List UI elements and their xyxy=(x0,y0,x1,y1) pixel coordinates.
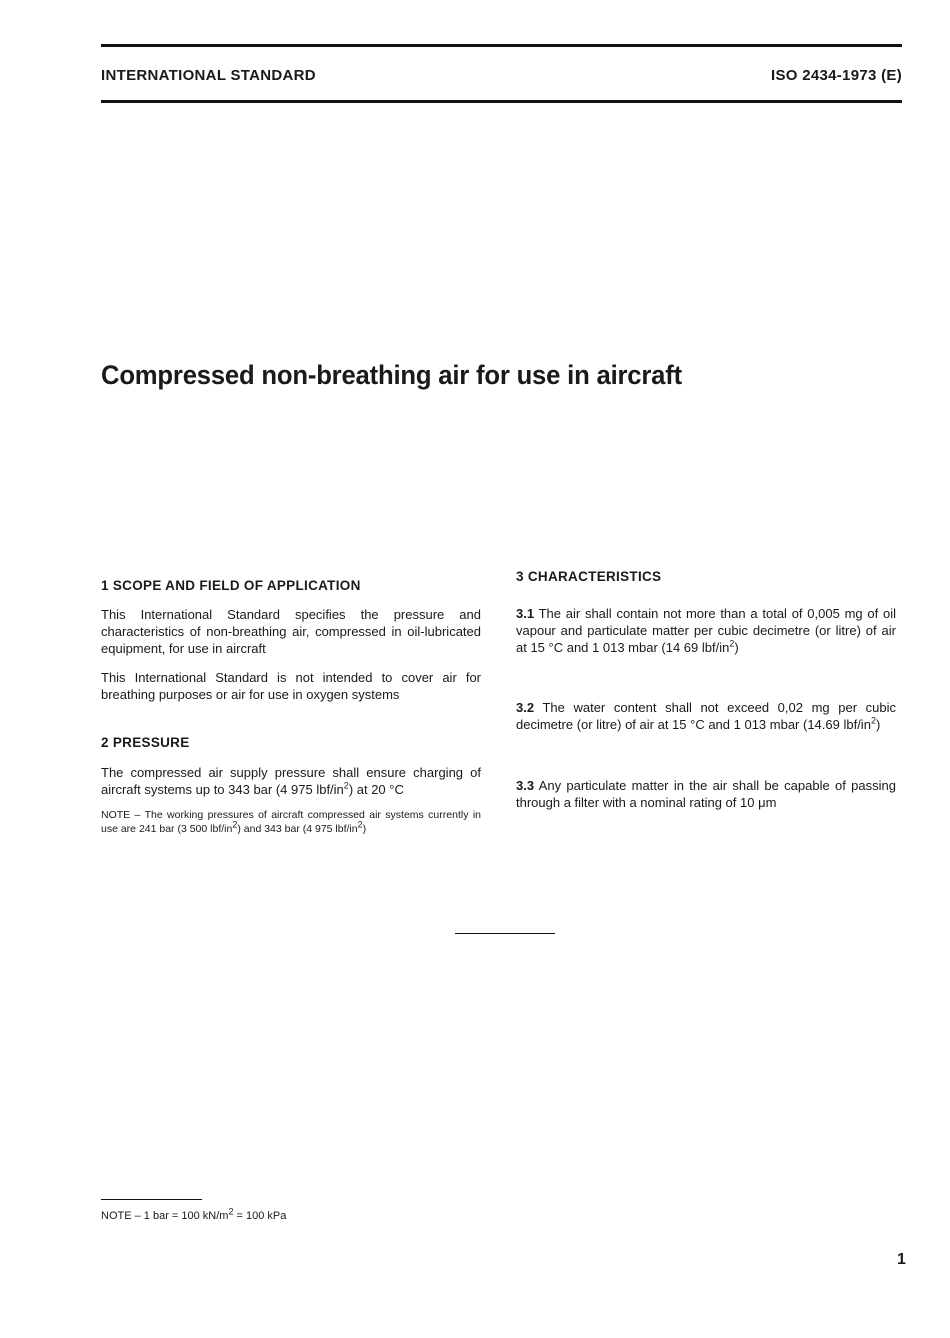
note-text-a: NOTE – The working pressures of aircraft compressed air systems currently in use are 241 bar (3 500 lbf/in xyxy=(101,809,481,835)
superscript-2: 2 xyxy=(232,819,238,830)
superscript-2: 2 xyxy=(343,780,349,791)
document-title: Compressed non-breathing air for use in aircraft xyxy=(101,360,682,390)
clause-3-3 xyxy=(516,777,896,811)
right-column xyxy=(516,568,896,811)
left-column xyxy=(101,577,481,836)
clause-3-1 xyxy=(516,605,896,656)
clause-3-2-close: ) xyxy=(875,717,881,732)
section-2-note xyxy=(101,808,481,836)
section-1-paragraph-1: This International Standard specifies the pressure and characteristics of non-breathing air, compressed in oil-lubricated equipment, for use in aircraft xyxy=(101,607,481,656)
section-2-paragraph xyxy=(101,764,481,798)
end-divider xyxy=(455,933,555,934)
superscript-2: 2 xyxy=(870,715,876,726)
page-number: 1 xyxy=(897,1251,906,1268)
clause-3-2-number: 3.2 xyxy=(516,700,535,715)
header-left-label: INTERNATIONAL STANDARD xyxy=(101,67,316,84)
footnote xyxy=(101,1206,287,1222)
footnote-text-b: = 100 kPa xyxy=(233,1210,287,1222)
section-1-paragraph-2: This International Standard is not intended to cover air for breathing purposes or air for use in oxygen systems xyxy=(101,670,481,702)
superscript-2: 2 xyxy=(228,1206,234,1217)
section-1-heading: 1 SCOPE AND FIELD OF APPLICATION xyxy=(101,578,361,593)
superscript-2: 2 xyxy=(729,638,735,649)
clause-3-2 xyxy=(516,699,896,733)
header-top-rule xyxy=(101,44,902,47)
section-3-heading: 3 CHARACTERISTICS xyxy=(516,569,662,584)
footnote-text-a: NOTE – 1 bar = 100 kN/m xyxy=(101,1210,229,1222)
header-bottom-rule xyxy=(101,100,902,103)
superscript-2: 2 xyxy=(357,819,363,830)
section-2-heading: 2 PRESSURE xyxy=(101,735,190,750)
clause-3-3-number: 3.3 xyxy=(516,778,535,793)
clause-3-3-text: Any particulate matter in the air shall be capable of passing through a filter with a nominal rating of 10 μm xyxy=(516,778,896,810)
footnote-rule xyxy=(101,1199,202,1200)
clause-3-1-text: The air shall contain not more than a total of 0,005 mg of oil vapour and particulate matter per cubic decimetre (or litre) of air at 15 °C and 1 013 mbar (14 69 lbf/in xyxy=(516,606,896,655)
clause-3-1-close: ) xyxy=(734,640,739,655)
section-2-text-b: ) at 20 °C xyxy=(348,782,404,797)
note-text-b: ) and 343 bar (4 975 lbf/in xyxy=(237,823,358,835)
section-2-text-a: The compressed air supply pressure shall ensure charging of aircraft systems up to 343 bar (4 975 lbf/in xyxy=(101,765,481,797)
clause-3-2-text: The water content shall not exceed 0,02 mg per cubic decimetre (or litre) of air at 15 °C and 1 013 mbar (14.69 lbf/in xyxy=(516,700,896,732)
clause-3-1-number: 3.1 xyxy=(516,606,535,621)
header-standard-number: ISO 2434-1973 (E) xyxy=(770,67,902,84)
note-text-c: ) xyxy=(362,823,367,835)
